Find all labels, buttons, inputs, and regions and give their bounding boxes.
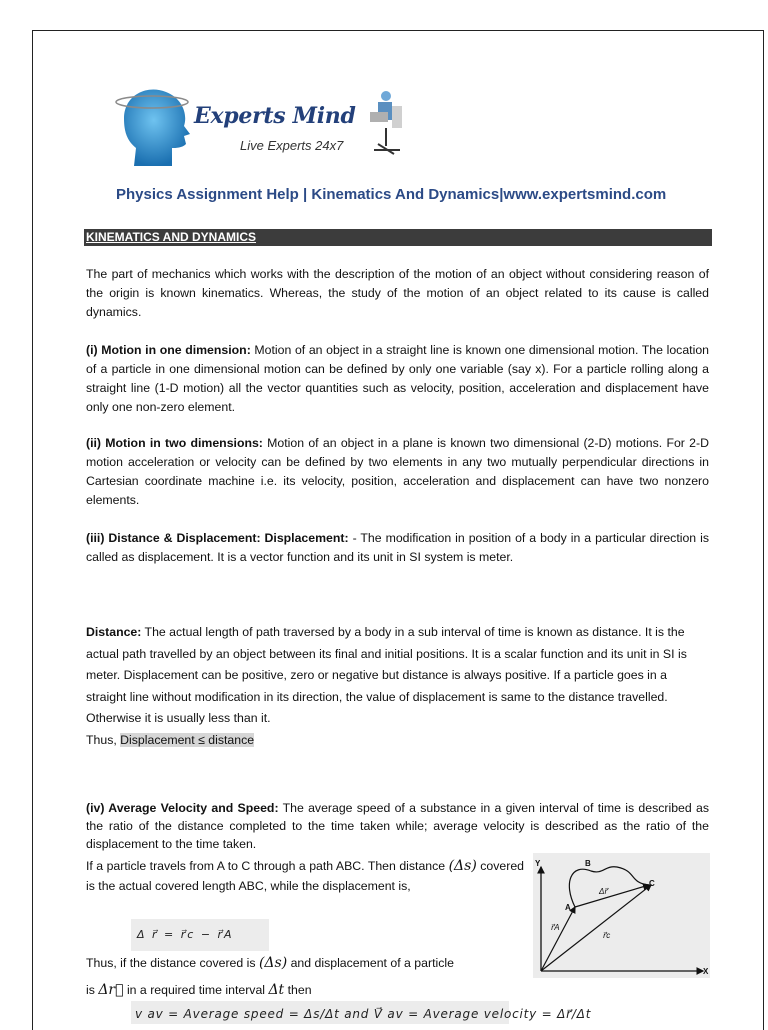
text-run: If a particle travels from A to C through a path ABC. Then distance (86, 859, 449, 873)
x-axis-label: X (703, 967, 709, 976)
figure-diagram (533, 853, 710, 978)
section-heading-bar (84, 229, 712, 246)
paragraph-body: Motion of an object in a plane is known two dimensional (2-D) motions. For 2-D motion acceleration or velocity can be defined by two elements in any two mutually perpendicular directions in Cartesian coordinate machine i.e. its velocity, position, acceleration and displacement can have two nonzero elements. (86, 436, 709, 507)
paragraph-displacement (86, 529, 709, 567)
position-vector-a (541, 907, 575, 971)
text-run: then (284, 983, 312, 997)
paragraph-one-dimension (86, 341, 709, 417)
point-a-label: A (565, 903, 571, 912)
displacement-figure (533, 853, 710, 978)
point-b-label: B (585, 859, 591, 868)
rc-label: r⃗c (603, 931, 611, 940)
paragraph-title: (i) Motion in one dimension: (86, 343, 251, 357)
delta-s-symbol: (Δs) (258, 955, 288, 971)
paragraph-intro: The part of mechanics which works with the description of the motion of an object without considering reason of the origin is known kinematics. Whereas, the study of the motion of an object related to its cause is called dynamics. (86, 267, 709, 319)
highlighted-inequality: Displacement ≤ distance (120, 732, 255, 747)
text-run: and displacement of a particle (287, 956, 454, 970)
paragraph-body: Motion of an object in a straight line is known one dimensional motion. The location of a particle in one dimensional motion can be defined by only one variable (say x). For a particle rolling along a straight line (1-D motion) all the vector quantities such as velocity, position, acceleration and displacement have only one non-zero element. (86, 343, 710, 414)
paragraph-title: (ii) Motion in two dimensions: (86, 436, 263, 450)
delta-r-label: Δr⃗ (599, 887, 608, 896)
text-run: is (86, 983, 99, 997)
paragraph-body: - The modification in position of a body in a particular direction is called as displacement. It is a vector function and its unit in SI system is meter. (86, 531, 709, 564)
text-run: covered is the actual covered length ABC, while the displacement is, (86, 859, 524, 893)
y-axis-label: Y (535, 859, 541, 868)
delta-s-symbol: (Δs) (448, 858, 477, 874)
paragraph-title: (iii) Distance & Displacement: Displacement: (86, 531, 349, 545)
brand-tagline: Live Experts 24x7 (240, 138, 344, 153)
thus-prefix: Thus, (86, 732, 121, 747)
delta-r-symbol: Δr⃗ (98, 982, 124, 998)
section-heading: KINEMATICS AND DYNAMICS (86, 230, 256, 244)
path-abc (569, 867, 649, 907)
page-title: Physics Assignment Help | Kinematics And Dynamics|www.expertsmind.com (116, 186, 667, 203)
paragraph-average-velocity (86, 799, 709, 853)
average-speed-velocity-equation: v av = Average speed = Δs/Δt and V⃗ av = Average velocity = Δr⃗/Δt (131, 1001, 509, 1024)
paragraph-title: Distance: (86, 625, 142, 639)
ra-label: r⃗A (551, 923, 560, 932)
experts-mind-logo (116, 88, 416, 168)
text-run: in a required time interval (123, 983, 269, 997)
paragraph-time-interval (86, 980, 526, 1000)
delta-t-symbol: Δt (268, 982, 285, 998)
displacement-equation: Δ r⃗ = r⃗c − r⃗A (131, 919, 269, 951)
text-run: Thus, if the distance covered is (86, 956, 259, 970)
desk-person-icon (370, 91, 402, 154)
paragraph-body: The actual length of path traversed by a body in a sub interval of time is known as distance. It is the actual path travelled by an object between its final and initial positions. It is a scalar function and its unit in SI is meter. Displacement can be positive, zero or negative but distance is always positive. If a particle goes in a straight line without modification in its direction, the value of displacement is same to the distance travelled. Otherwise it is usually less than it. (86, 625, 687, 725)
paragraph-body: The average speed of a substance in a given interval of time is described as the ratio of the distance completed to the time taken while; average velocity is described as the ratio of the displacement to the time taken. (86, 801, 709, 851)
paragraph-path-abc (86, 856, 524, 896)
paragraph-distance (86, 622, 709, 751)
paragraph-two-dimensions (86, 434, 709, 510)
brand-name: Experts Mind (194, 103, 356, 129)
point-c-label: C (649, 879, 655, 888)
paragraph-title: (iv) Average Velocity and Speed: (86, 801, 279, 815)
paragraph-thus-distance (86, 953, 526, 973)
